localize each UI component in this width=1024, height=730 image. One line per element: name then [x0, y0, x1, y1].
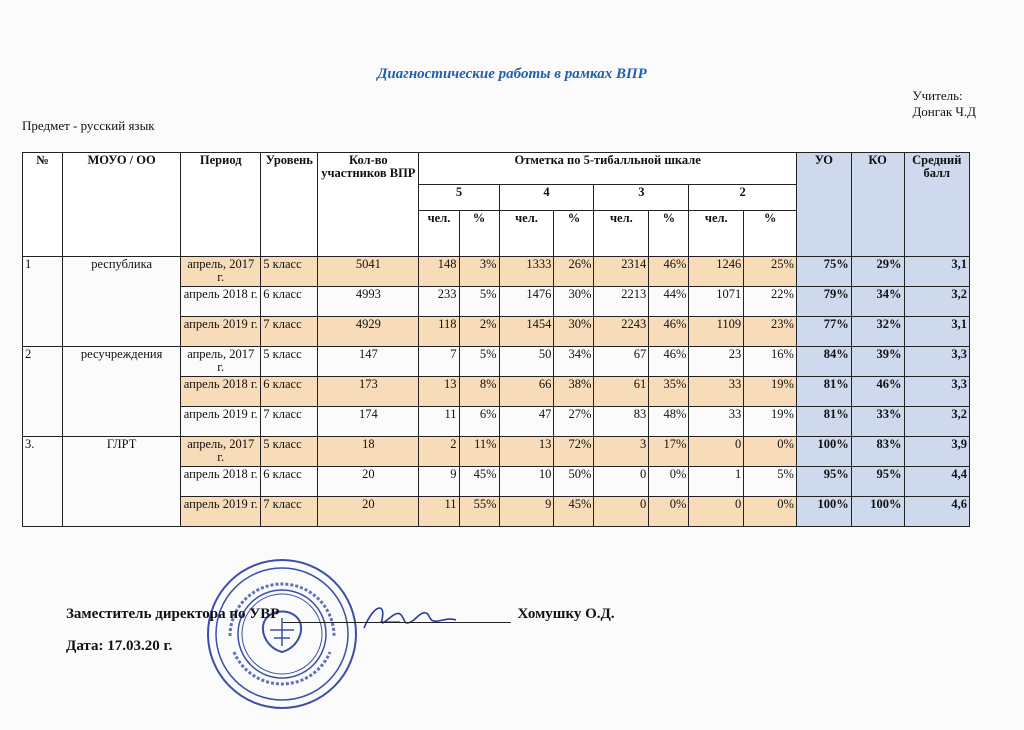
cell-p2: 0% — [744, 437, 797, 467]
cell-p5: 11% — [459, 437, 499, 467]
cell-ko: 100% — [851, 497, 904, 527]
cell-g2: 33 — [689, 407, 744, 437]
cell-period: апрель 2019 г. — [181, 497, 261, 527]
cell-avg: 3,2 — [904, 407, 969, 437]
cell-p4: 50% — [554, 467, 594, 497]
cell-g5: 9 — [419, 467, 459, 497]
cell-p5: 5% — [459, 347, 499, 377]
header-grade-5: 5 — [419, 185, 499, 211]
cell-count: 5041 — [318, 257, 419, 287]
cell-org: ресучреждения — [63, 347, 181, 437]
cell-uo: 95% — [796, 467, 851, 497]
cell-p2: 19% — [744, 377, 797, 407]
cell-level: 7 класс — [261, 497, 318, 527]
position-label: Заместитель директора по УВР — [66, 606, 280, 622]
cell-g2: 1 — [689, 467, 744, 497]
cell-p5: 45% — [459, 467, 499, 497]
cell-p5: 2% — [459, 317, 499, 347]
cell-p3: 46% — [649, 347, 689, 377]
header-pct: % — [744, 211, 797, 257]
header-ppl: чел. — [419, 211, 459, 257]
cell-p2: 25% — [744, 257, 797, 287]
cell-count: 20 — [318, 467, 419, 497]
cell-p2: 5% — [744, 467, 797, 497]
header-grade-4: 4 — [499, 185, 594, 211]
cell-p2: 23% — [744, 317, 797, 347]
teacher-name: Донгак Ч.Д — [912, 104, 976, 119]
cell-g5: 233 — [419, 287, 459, 317]
table-row — [23, 257, 970, 287]
cell-uo: 79% — [796, 287, 851, 317]
header-ppl: чел. — [689, 211, 744, 257]
cell-p4: 34% — [554, 347, 594, 377]
cell-g5: 118 — [419, 317, 459, 347]
cell-ko: 32% — [851, 317, 904, 347]
header-uo: УО — [796, 153, 851, 257]
cell-p5: 55% — [459, 497, 499, 527]
header-period: Период — [181, 153, 261, 257]
cell-count: 174 — [318, 407, 419, 437]
cell-g3: 0 — [594, 467, 649, 497]
cell-p5: 8% — [459, 377, 499, 407]
cell-g3: 2213 — [594, 287, 649, 317]
cell-g4: 1333 — [499, 257, 554, 287]
cell-g3: 83 — [594, 407, 649, 437]
page-title: Диагностические работы в рамках ВПР — [377, 66, 647, 82]
header-ppl: чел. — [499, 211, 554, 257]
cell-uo: 100% — [796, 437, 851, 467]
cell-g3: 2314 — [594, 257, 649, 287]
header-org: МОУО / ОО — [63, 153, 181, 257]
teacher-label: Учитель: — [912, 88, 963, 103]
cell-g5: 2 — [419, 437, 459, 467]
cell-period: апрель 2018 г. — [181, 467, 261, 497]
cell-g3: 2243 — [594, 317, 649, 347]
cell-p4: 45% — [554, 497, 594, 527]
cell-ko: 83% — [851, 437, 904, 467]
cell-g5: 11 — [419, 497, 459, 527]
cell-p3: 44% — [649, 287, 689, 317]
cell-g4: 10 — [499, 467, 554, 497]
cell-g2: 1071 — [689, 287, 744, 317]
cell-avg: 4,4 — [904, 467, 969, 497]
cell-num: 1 — [23, 257, 63, 347]
cell-avg: 4,6 — [904, 497, 969, 527]
cell-p2: 19% — [744, 407, 797, 437]
cell-p3: 46% — [649, 317, 689, 347]
cell-p3: 0% — [649, 467, 689, 497]
cell-g2: 1109 — [689, 317, 744, 347]
cell-g4: 1454 — [499, 317, 554, 347]
cell-avg: 3,2 — [904, 287, 969, 317]
cell-p2: 16% — [744, 347, 797, 377]
cell-p4: 72% — [554, 437, 594, 467]
cell-p4: 26% — [554, 257, 594, 287]
cell-level: 6 класс — [261, 467, 318, 497]
cell-org: ГЛРТ — [63, 437, 181, 527]
cell-avg: 3,9 — [904, 437, 969, 467]
cell-g5: 148 — [419, 257, 459, 287]
cell-g2: 33 — [689, 377, 744, 407]
cell-g4: 50 — [499, 347, 554, 377]
cell-num: 3. — [23, 437, 63, 527]
cell-period: апрель 2018 г. — [181, 287, 261, 317]
cell-period: апрель 2018 г. — [181, 377, 261, 407]
cell-level: 6 класс — [261, 287, 318, 317]
header-avg: Средний балл — [904, 153, 969, 257]
signature-underline — [283, 606, 511, 623]
cell-count: 20 — [318, 497, 419, 527]
cell-level: 7 класс — [261, 317, 318, 347]
cell-p3: 46% — [649, 257, 689, 287]
cell-g2: 1246 — [689, 257, 744, 287]
cell-period: апрель, 2017 г. — [181, 437, 261, 467]
cell-uo: 81% — [796, 377, 851, 407]
cell-g2: 0 — [689, 437, 744, 467]
date-label: Дата: 17.03.20 г. — [66, 638, 173, 654]
official-stamp — [204, 556, 360, 712]
cell-period: апрель 2019 г. — [181, 317, 261, 347]
cell-g3: 0 — [594, 497, 649, 527]
cell-count: 4929 — [318, 317, 419, 347]
cell-org: республика — [63, 257, 181, 347]
cell-g5: 11 — [419, 407, 459, 437]
cell-g2: 0 — [689, 497, 744, 527]
cell-avg: 3,3 — [904, 377, 969, 407]
cell-level: 5 класс — [261, 437, 318, 467]
cell-g4: 47 — [499, 407, 554, 437]
header-participants: Кол-во участников ВПР — [318, 153, 419, 257]
cell-g4: 66 — [499, 377, 554, 407]
header-scale: Отметка по 5-тибалльной шкале — [419, 153, 797, 185]
cell-ko: 34% — [851, 287, 904, 317]
cell-uo: 81% — [796, 407, 851, 437]
cell-count: 173 — [318, 377, 419, 407]
cell-ko: 95% — [851, 467, 904, 497]
cell-level: 5 класс — [261, 347, 318, 377]
header-grade-2: 2 — [689, 185, 797, 211]
cell-period: апрель 2019 г. — [181, 407, 261, 437]
cell-g3: 61 — [594, 377, 649, 407]
cell-avg: 3,1 — [904, 257, 969, 287]
cell-period: апрель, 2017 г. — [181, 257, 261, 287]
header-num: № — [23, 153, 63, 257]
cell-p2: 22% — [744, 287, 797, 317]
cell-g5: 13 — [419, 377, 459, 407]
signer-name: Хомушку О.Д. — [517, 606, 615, 622]
cell-ko: 33% — [851, 407, 904, 437]
cell-p5: 3% — [459, 257, 499, 287]
cell-level: 5 класс — [261, 257, 318, 287]
header-ko: КО — [851, 153, 904, 257]
cell-p5: 5% — [459, 287, 499, 317]
cell-g3: 67 — [594, 347, 649, 377]
cell-num: 2 — [23, 347, 63, 437]
cell-uo: 84% — [796, 347, 851, 377]
cell-p4: 30% — [554, 287, 594, 317]
cell-uo: 75% — [796, 257, 851, 287]
cell-g2: 23 — [689, 347, 744, 377]
header-pct: % — [459, 211, 499, 257]
cell-p4: 30% — [554, 317, 594, 347]
cell-avg: 3,3 — [904, 347, 969, 377]
cell-p3: 48% — [649, 407, 689, 437]
cell-g4: 1476 — [499, 287, 554, 317]
cell-level: 6 класс — [261, 377, 318, 407]
cell-p4: 27% — [554, 407, 594, 437]
cell-p3: 35% — [649, 377, 689, 407]
cell-count: 18 — [318, 437, 419, 467]
cell-g4: 13 — [499, 437, 554, 467]
cell-period: апрель, 2017 г. — [181, 347, 261, 377]
cell-level: 7 класс — [261, 407, 318, 437]
header-ppl: чел. — [594, 211, 649, 257]
teacher-block — [912, 88, 976, 120]
header-pct: % — [649, 211, 689, 257]
signature-line — [66, 606, 615, 623]
cell-avg: 3,1 — [904, 317, 969, 347]
cell-g3: 3 — [594, 437, 649, 467]
cell-p3: 0% — [649, 497, 689, 527]
header-level: Уровень — [261, 153, 318, 257]
cell-uo: 100% — [796, 497, 851, 527]
cell-ko: 29% — [851, 257, 904, 287]
cell-g4: 9 — [499, 497, 554, 527]
subject-label: Предмет - русский язык — [22, 118, 155, 133]
table-row — [23, 347, 970, 377]
cell-ko: 46% — [851, 377, 904, 407]
cell-p2: 0% — [744, 497, 797, 527]
cell-count: 147 — [318, 347, 419, 377]
cell-count: 4993 — [318, 287, 419, 317]
cell-uo: 77% — [796, 317, 851, 347]
cell-p3: 17% — [649, 437, 689, 467]
cell-g5: 7 — [419, 347, 459, 377]
cell-p5: 6% — [459, 407, 499, 437]
header-grade-3: 3 — [594, 185, 689, 211]
cell-ko: 39% — [851, 347, 904, 377]
results-table — [22, 152, 970, 527]
table-row — [23, 437, 970, 467]
header-pct: % — [554, 211, 594, 257]
cell-p4: 38% — [554, 377, 594, 407]
